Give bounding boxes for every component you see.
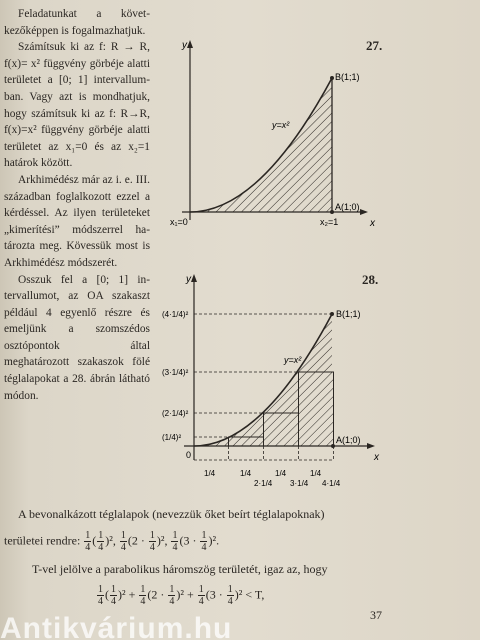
x-tick-label-7: 4·1/4: [322, 479, 341, 488]
figure-28-number: 28.: [362, 272, 379, 287]
body-line-1: A bevonalkázott téglalapok (nevezzük őket beírt téglalapoknak): [18, 507, 325, 521]
figure-27-point-b: B(1;1): [335, 72, 360, 82]
figure-27-hatched-area: [190, 70, 332, 212]
x-tick-label-2: 1/4: [240, 469, 252, 478]
body-line-2-prefix: területei rendre:: [4, 533, 81, 548]
x-tick-label-5: 3·1/4: [290, 479, 309, 488]
figure-28-y-label: y: [186, 274, 191, 285]
y-tick-label-3: (3·1/4)²: [162, 368, 189, 377]
paragraph-3: Arkhimédész már az i. e. III. században foglalkozott ezzel a kérdéssel. Az ilyen területeket „kimerítési” módszerrel határozta meg. Kövessük most is Arkhimédész módszerét.: [4, 173, 150, 269]
y-tick-label-1: (1/4)²: [162, 433, 182, 442]
figure-28-point-a: A(1;0): [336, 435, 361, 445]
paragraph-1: Feladatunkat a következőképpen is fogalmazhatjuk.: [4, 8, 150, 37]
figure-28-x-label: x: [374, 452, 379, 463]
figure-27-y-label: y: [182, 40, 187, 51]
left-text-column: [4, 6, 150, 404]
figure-28-curve-label: y=x²: [284, 355, 302, 365]
figure-28: [160, 264, 382, 490]
figure-27-number: 27.: [366, 38, 383, 53]
x-tick-label-4: 1/4: [275, 469, 287, 478]
figure-27-point-a: A(1;0): [335, 202, 360, 212]
y-tick-label-4: (4·1/4)²: [162, 310, 189, 319]
paragraph-2: Számítsuk ki az f: R → R, f(x)= x² függvény görbéje alatti területet a [0; 1] intervallumban. Vagy azt is mondhatjuk, hogy számítsuk ki az f: R→R, f(x)=x² függvény görbéje alatti területet az x₁=0 és az x₂=1 határok között.: [4, 41, 150, 170]
x-tick-label-6: 1/4: [310, 469, 322, 478]
body-line-4-suffix: < T,: [245, 587, 265, 602]
body-line-3: T-vel jelölve a parabolikus háromszög területét, igaz az, hogy: [32, 562, 328, 576]
y-tick-label-2: (2·1/4)²: [162, 409, 189, 418]
figure-27-curve-label: y=x²: [272, 120, 290, 130]
x-tick-label-1: 1/4: [204, 469, 216, 478]
watermark: Antikvárium.hu: [0, 612, 233, 640]
paragraph-4: Osszuk fel a [0; 1] intervallumot, az OA szakaszt például 4 egyenlő részre és emeljünk a szomszédos osztópontok által meghatározott szakaszok fölé téglalapokat a 28. ábrán látható módon.: [4, 273, 150, 402]
page-number: 37: [370, 608, 382, 622]
figure-27-x1-label: x₁=0: [170, 217, 188, 227]
x-tick-label-3: 2·1/4: [254, 479, 273, 488]
body-line-2: területei rendre: $\frac{1}{4}$ ( $\frac{1}{4}$ )², $\frac{1}{4}$ (2 · $\frac{1}{4}$ )², $\frac{1}{4}$ (3 · $\frac{1}{4}$ )².: [4, 530, 220, 553]
body-line-4: $\frac{1}{4}$ ( $\frac{1}{4}$ )² + $\frac{1}{4}$ (2 · $\frac{1}{4}$ )² + $\frac{1}{4}$ (3 · $\frac{1}{4}$ )² < T,: [98, 584, 265, 607]
figure-28-point-b: B(1;1): [336, 309, 361, 319]
figure-27-x2-label: x₂=1: [320, 217, 339, 227]
figure-27-x-label: x: [370, 218, 375, 229]
figure-27: [160, 30, 383, 240]
figure-28-origin: 0: [186, 450, 192, 460]
